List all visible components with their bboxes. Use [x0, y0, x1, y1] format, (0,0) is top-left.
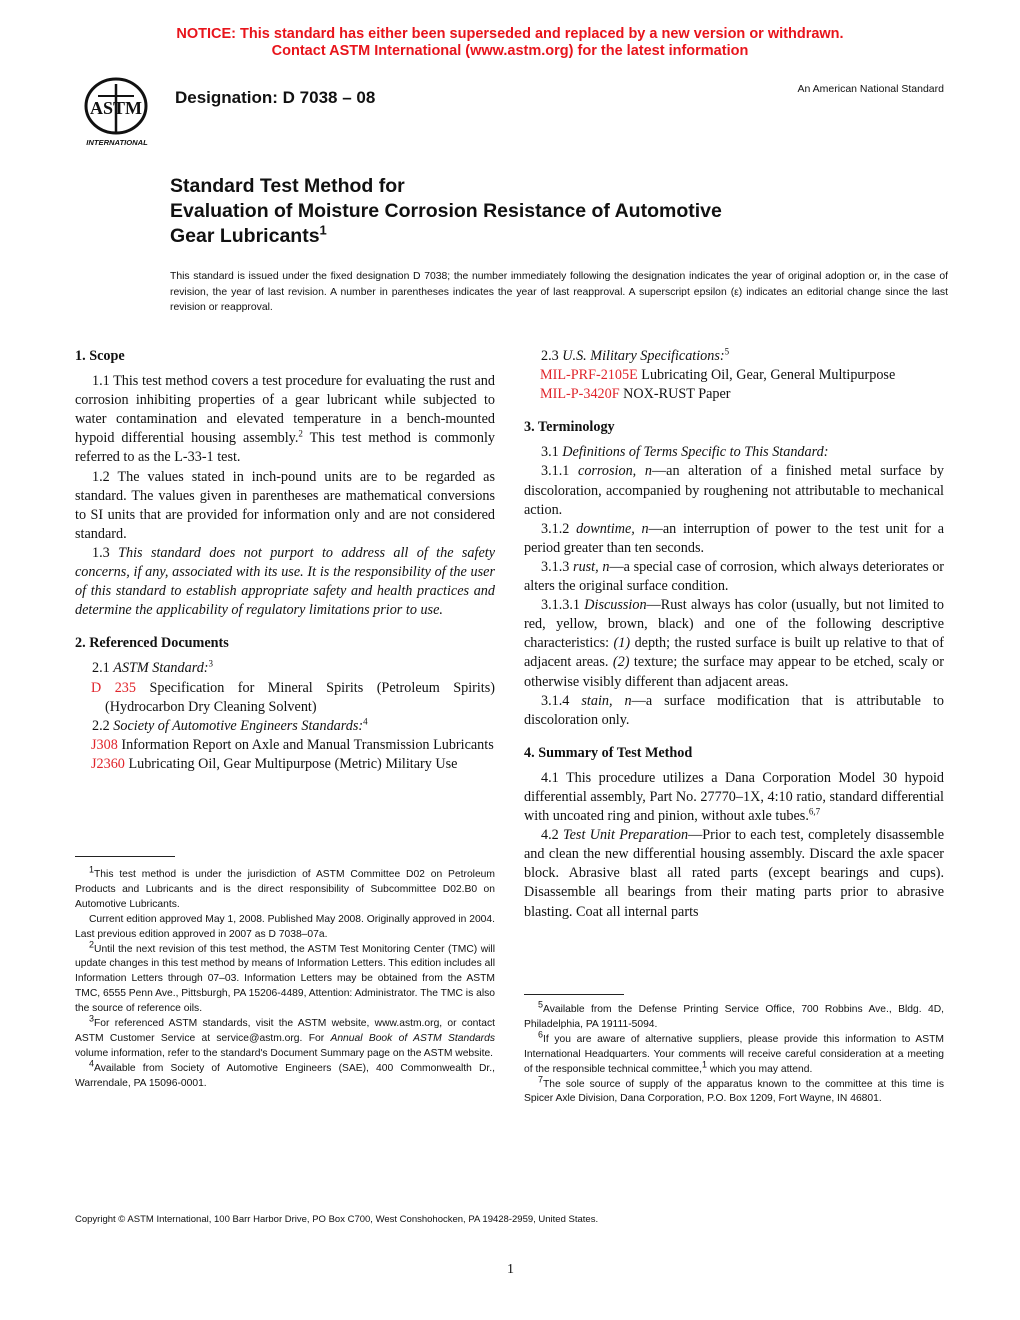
para-3-1-num: 3.1 — [541, 444, 563, 461]
footnote-1b: Current edition approved May 1, 2008. Published May 2008. Originally approved in 2004. Last previous edition approved in 2007 as D 7038–07a. — [75, 913, 495, 940]
para-1-1-text: 1.1 This test method covers a test procedure for evaluating the rust and corrosion inhibiting properties of a gear lubricant while subjected to water contamination and elevated temperature in a bench-mounted hypoid differential housing assembly. — [75, 373, 495, 447]
footnote-2-marker: 2 — [89, 939, 95, 950]
para-2-1-text: ASTM Standard: — [113, 660, 209, 677]
para-1-1-tail: This test method is commonly referred to as the L-33-1 test. — [75, 430, 496, 466]
para-3-1-2-num: 3.1.2 — [541, 520, 577, 537]
left-column — [75, 347, 495, 774]
para-2-1-num: 2.1 — [92, 660, 114, 677]
ref-j2360-link[interactable]: J2360 — [91, 755, 125, 772]
section-2-heading: 2. Referenced Documents — [75, 635, 229, 652]
ref-mil-prf-link[interactable]: MIL-PRF-2105E — [540, 367, 638, 384]
para-3-1-3-1-text-b: depth; the rusted surface is built up relative to that of adjacent areas. — [524, 635, 944, 671]
term-downtime: downtime, n — [576, 520, 649, 537]
footnote-6-ref-1: 1 — [702, 1059, 708, 1070]
document-title — [170, 174, 890, 249]
logo-subtext: INTERNATIONAL — [86, 138, 148, 147]
para-3-1-3-1-text-a: —Rust always has color (usually, but not limited to red, yellow, brown, black) and one of the following descriptive characteristics: — [524, 597, 944, 652]
para-3-1-3-num: 3.1.3 — [541, 558, 574, 575]
para-4-2-num: 4.2 — [541, 827, 564, 844]
para-4-1-text: 4.1 This procedure utilizes a Dana Corporation Model 30 hypoid differential assembly, Part No. 27770–1X, 4:10 ratio, standard differential with uncoated ring and pinion, without axle tubes. — [524, 769, 944, 825]
astm-logo — [74, 76, 160, 152]
para-3-1-1-num: 3.1.1 — [541, 463, 579, 480]
footnote-7 — [524, 1074, 944, 1108]
para-1-1 — [75, 372, 495, 467]
footnote-3-marker: 3 — [89, 1013, 95, 1024]
section-1-heading: 1. Scope — [75, 348, 125, 364]
footnote-7-text: The sole source of supply of the apparatus known to the committee at this time is Spicer Axle Division, Dana Corporation, P.O. Box 1209, Fort Wayne, IN 46801. — [524, 1078, 944, 1105]
footnote-ref-4: 4 — [363, 715, 368, 726]
footnote-3 — [75, 1013, 495, 1062]
footnote-5-text: Available from the Defense Printing Service Office, 700 Robbins Ave., Bldg. 4D, Philadelphia, PA 19111-5094. — [524, 1004, 944, 1030]
para-1-3-num: 1.3 — [92, 544, 119, 561]
para-3-1-3-text: —a special case of corrosion, which always deteriorates or alters the original surface condition. — [524, 558, 945, 595]
term-rust: rust, n — [573, 558, 610, 575]
copyright: Copyright © ASTM International, 100 Barr Harbor Drive, PO Box C700, West Conshohocken, PA 19428-2959, United States. — [75, 1214, 599, 1225]
footnote-5 — [524, 999, 944, 1033]
ref-d235-link[interactable]: D 235 — [91, 679, 136, 696]
page-number: 1 — [507, 1262, 514, 1277]
footnote-2-text: Until the next revision of this test method, the ASTM Test Monitoring Center (TMC) will update changes in this test method by means of Information Letters. This edition includes all Information Letters through 07–03. Information Letters may be obtained from the ASTM TMC, 6555 Penn Ave., Pittsburgh, PA 15206-4489, Attention: Administrator. The TMC is also the source of reference oils. — [75, 943, 495, 1015]
para-3-1-2 — [524, 520, 944, 558]
ref-mil-prf — [524, 366, 944, 385]
title-line-1: Standard Test Method for — [170, 175, 405, 197]
footnote-ref-3: 3 — [208, 658, 214, 669]
para-1-3 — [75, 544, 495, 620]
footnote-3-text-a: For referenced ASTM standards, visit the ASTM website, www.astm.org, or contact ASTM Customer Service at service@astm.org. For — [75, 1018, 495, 1044]
para-3-1-3-1-i1: (1) — [613, 635, 631, 652]
footnote-rule-left — [75, 856, 175, 857]
para-2-3 — [524, 347, 944, 366]
logo-text: ASTM — [89, 98, 143, 118]
para-3-1-1 — [524, 462, 944, 519]
para-2-3-text: U.S. Military Specifications: — [562, 348, 725, 364]
ref-j2360-text: Lubricating Oil, Gear Multipurpose (Metric) Military Use — [124, 755, 458, 772]
footnote-1-marker: 1 — [89, 864, 95, 875]
para-3-1-1-text: —an alteration of a finished metal surface by discoloration, accompanied by roughening not attributable to mechanical action. — [524, 463, 945, 518]
footnote-2 — [75, 939, 495, 1018]
ref-j2360 — [75, 755, 495, 774]
para-3-1-text: Definitions of Terms Specific to This Standard: — [562, 444, 829, 461]
footnote-ref-5: 5 — [724, 346, 730, 357]
footnote-5-marker: 5 — [538, 999, 544, 1010]
ref-mil-p — [524, 385, 944, 404]
ref-mil-p-link[interactable]: MIL-P-3420F — [540, 386, 620, 403]
footnote-3-text-b: volume information, refer to the standard's Document Summary page on the ASTM website. — [75, 1047, 494, 1059]
para-4-2-text: —Prior to each test, completely disassemble and clean the new differential housing assembly. Discard the axle spacer block. Abrasive blast all rated parts (except bearings and cups). Disassemble all bearings from their mating parts prior to abrasive blasting. Coat all internal parts — [524, 827, 945, 920]
para-3-1-3-1-i2: (2) — [612, 654, 630, 671]
superseded-notice — [0, 26, 1020, 60]
section-3-heading: 3. Terminology — [524, 419, 615, 436]
ref-mil-p-text: NOX-RUST Paper — [619, 386, 731, 403]
title-line-3-text: Gear Lubricants — [170, 225, 320, 247]
para-3-1-3-1 — [524, 596, 944, 691]
para-3-1-4 — [524, 692, 944, 730]
footnote-4 — [75, 1058, 495, 1092]
footnote-6-text-a: If you are aware of alternative suppliers, please provide this information to ASTM International Headquarters. Your comments will receive careful consideration at a meeting of the responsible technical committee, — [524, 1033, 944, 1075]
para-2-1 — [75, 659, 495, 678]
footnote-1 — [75, 864, 495, 913]
footnote-1-text: This test method is under the jurisdiction of ASTM Committee D02 on Petroleum Products and Lubricants and is the direct responsibility of Subcommittee D02.B0 on Automotive Lubricants. — [75, 869, 495, 910]
para-3-1-3 — [524, 558, 944, 596]
footnote-6 — [524, 1029, 944, 1078]
footnote-6-marker: 6 — [538, 1029, 544, 1040]
footnote-rule-right — [524, 994, 624, 995]
para-3-1-4-num: 3.1.4 — [541, 692, 582, 709]
title-line-2: Evaluation of Moisture Corrosion Resistance of Automotive — [170, 200, 722, 222]
footnote-ref-2: 2 — [298, 428, 303, 439]
para-4-1 — [524, 769, 944, 826]
footnote-4-text: Available from Society of Automotive Engineers (SAE), 400 Commonwealth Dr., Warrendale, PA 15096-0001. — [75, 1062, 495, 1089]
footnotes-right — [524, 999, 944, 1107]
para-2-3-num: 2.3 — [541, 348, 563, 364]
ref-d235 — [75, 679, 495, 717]
para-3-1-4-text: —a surface modification that is attributable to discoloration only. — [524, 692, 945, 728]
para-1-3-text: This standard does not purport to address all of the safety concerns, if any, associated with its use. It is the responsibility of the user of this standard to establish appropriate safety and health practices and determine the applicability of regulatory limitations prior to use. — [75, 544, 495, 619]
title-footnote-ref: 1 — [319, 222, 327, 238]
term-test-unit-preparation: Test Unit Preparation — [563, 827, 689, 844]
para-3-1-3-1-num: 3.1.3.1 — [541, 597, 585, 614]
para-2-2 — [75, 717, 495, 736]
american-national-standard: An American National Standard — [797, 83, 944, 95]
para-1-2: 1.2 The values stated in inch-pound units are to be regarded as standard. The values given in parentheses are mathematical conversions to SI units that are provided for information only and are not considered standard. — [75, 468, 495, 542]
designation: Designation: D 7038 – 08 — [175, 88, 376, 107]
term-stain: stain, n — [581, 692, 632, 709]
section-4-heading: 4. Summary of Test Method — [524, 744, 693, 761]
para-4-2 — [524, 826, 944, 921]
ref-j308-text: Information Report on Axle and Manual Transmission Lubricants — [117, 736, 494, 753]
ref-mil-prf-text: Lubricating Oil, Gear, General Multipurpose — [637, 367, 896, 384]
footnote-3-italic: Annual Book of ASTM Standards — [330, 1032, 495, 1044]
footnote-ref-6-7: 6,7 — [808, 806, 821, 817]
footnote-6-text-b: which you may attend. — [707, 1063, 813, 1075]
para-2-2-text: Society of Automotive Engineers Standards: — [113, 717, 364, 734]
para-3-1 — [524, 443, 944, 462]
ref-j308 — [75, 736, 495, 755]
footnotes-left — [75, 864, 495, 1092]
title-line-3 — [170, 224, 890, 249]
para-2-2-num: 2.2 — [92, 717, 114, 734]
footnote-4-marker: 4 — [89, 1058, 95, 1069]
notice-line-2: Contact ASTM International (www.astm.org) for the latest information — [271, 43, 749, 59]
right-column — [524, 347, 944, 922]
ref-j308-link[interactable]: J308 — [91, 736, 118, 753]
ref-d235-text: Specification for Mineral Spirits (Petroleum Spirits) (Hydrocarbon Dry Cleaning Solvent) — [105, 679, 495, 715]
term-corrosion: corrosion, n — [578, 463, 652, 480]
notice-line-1: NOTICE: This standard has either been superseded and replaced by a new version or withdrawn. — [176, 26, 844, 42]
issued-note: This standard is issued under the fixed designation D 7038; the number immediately following the designation indicates the year of original adoption or, in the case of revision, the year of last revision. A number in parentheses indicates the year of last reapproval. A superscript epsilon (ε) indicates an editorial change since the last revision or reapproval. — [170, 271, 948, 313]
term-discussion: Discussion — [584, 597, 647, 614]
footnote-7-marker: 7 — [538, 1074, 544, 1085]
para-3-1-2-text: —an interruption of power to the test unit for a period greater than ten seconds. — [524, 520, 945, 556]
para-3-1-3-1-text-c: texture; the surface may appear to be etched, scaly or otherwise visibly different than adjacent areas. — [524, 654, 945, 690]
